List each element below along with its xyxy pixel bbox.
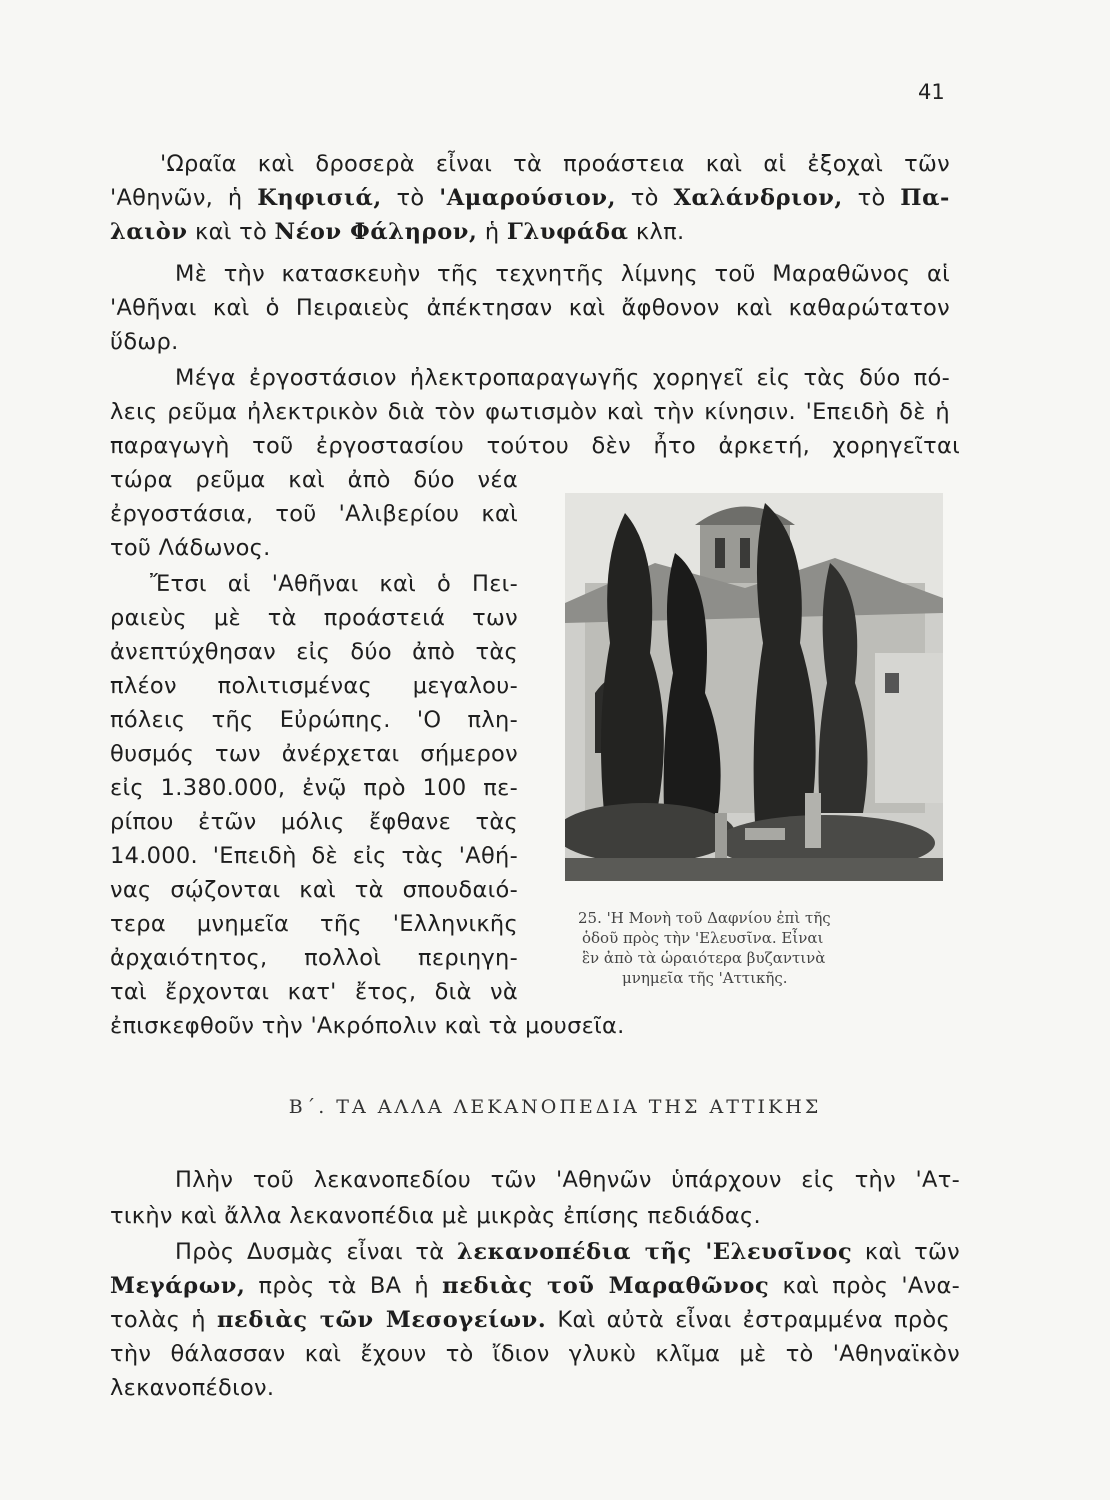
text-line: Ἔτσι αἱ 'Αθῆναι καὶ ὁ Πει- [150, 571, 518, 597]
photo-illustration [565, 493, 943, 881]
text-line: Πρὸς Δυσμὰς εἶναι τὰ λεκανοπέδια τῆς 'Ελευσῖνος καὶ τῶν [175, 1239, 960, 1265]
caption-line: μνημεῖα τῆς 'Αττικῆς. [622, 969, 788, 987]
bold-term: πεδιὰς τοῦ Μαραθῶνος [442, 1273, 770, 1299]
text-line: τοῦ Λάδωνος. [110, 535, 271, 561]
text-line: Μὲ τὴν κατασκευὴν τῆς τεχνητῆς λίμνης τοῦ Μαραθῶνος αἱ [175, 261, 950, 287]
text-line: 'Αθηνῶν, ἡ Κηφισιά, τὸ 'Αμαρούσιον, τὸ Χαλάνδριον, τὸ Πα- [110, 185, 950, 211]
figure-caption [548, 908, 956, 988]
bold-term: 'Αμαρούσιον, [439, 185, 617, 211]
caption-line: 25. 'Η Μονὴ τοῦ Δαφνίου ἐπὶ τῆς [578, 909, 831, 927]
text-line: λεις ρεῦμα ἠλεκτρικὸν διὰ τὸν φωτισμὸν καὶ τὴν κίνησιν. 'Επειδὴ δὲ ἡ [110, 399, 950, 425]
text-line: θυσμός των ἀνέρχεται σήμερον [110, 741, 518, 767]
bold-term: πεδιὰς τῶν Μεσογείων. [216, 1307, 547, 1333]
text-line: Μεγάρων, πρὸς τὰ ΒΑ ἡ πεδιὰς τοῦ Μαραθῶνος καὶ πρὸς 'Ανα- [110, 1273, 960, 1299]
text-line: εἰς 1.380.000, ἐνῷ πρὸ 100 πε- [110, 775, 518, 801]
text-line: τικὴν καὶ ἄλλα λεκανοπέδια μὲ μικρὰς ἐπίσης πεδιάδας. [110, 1203, 761, 1229]
text-line: ἐργοστάσια, τοῦ 'Αλιβερίου καὶ [110, 501, 518, 527]
text-line: λαιὸν καὶ τὸ Νέον Φάληρον, ἡ Γλυφάδα κλπ. [110, 219, 685, 245]
text-line: ταὶ ἔρχονται κατ' ἔτος, διὰ νὰ [110, 979, 518, 1005]
text-line: ἐπισκεφθοῦν τὴν 'Ακρόπολιν καὶ τὰ μουσεῖα. [110, 1013, 625, 1039]
text-line: ἀνεπτύχθησαν εἰς δύο ἀπὸ τὰς [110, 639, 518, 665]
text-line: λεκανοπέδιον. [110, 1375, 275, 1401]
caption-line: ὁδοῦ πρὸς τὴν 'Ελευσῖνα. Εἶναι [582, 929, 824, 947]
page-number: 41 [918, 80, 945, 104]
bold-term: Πα- [900, 185, 950, 211]
text-line: ἀρχαιότητος, πολλοὶ περιηγη- [110, 945, 518, 971]
text-line: Πλὴν τοῦ λεκανοπεδίου τῶν 'Αθηνῶν ὑπάρχουν εἰς τὴν 'Ατ- [175, 1167, 960, 1193]
daphni-monastery-photo [565, 493, 943, 881]
text-line: 14.000. 'Επειδὴ δὲ εἰς τὰς 'Αθή- [110, 843, 518, 869]
text-line: τώρα ρεῦμα καὶ ἀπὸ δύο νέα [110, 467, 518, 493]
bold-term: Μεγάρων, [110, 1273, 246, 1299]
bold-term: Γλυφάδα [506, 219, 629, 245]
text-line: ὕδωρ. [110, 329, 179, 355]
text-line: Μέγα ἐργοστάσιον ἠλεκτροπαραγωγῆς χορηγεῖ εἰς τὰς δύο πό- [175, 365, 950, 391]
text-line: 'Ωραῖα καὶ δροσερὰ εἶναι τὰ προάστεια καὶ αἱ ἐξοχαὶ τῶν [160, 151, 950, 177]
bold-term: λεκανοπέδια τῆς 'Ελευσῖνος [456, 1239, 853, 1265]
bold-term: Νέον Φάληρον, [274, 219, 478, 245]
caption-line: ἓν ἀπὸ τὰ ὡραιότερα βυζαντινὰ [582, 949, 826, 967]
text-line: τερα μνημεῖα τῆς 'Ελληνικῆς [110, 911, 518, 937]
text-line: πλέον πολιτισμένας μεγαλου- [110, 673, 518, 699]
text-line: παραγωγὴ τοῦ ἐργοστασίου τούτου δὲν ἦτο ἀρκετή, χορηγεῖται [110, 433, 960, 459]
text-line: πόλεις τῆς Εὐρώπης. 'Ο πλη- [110, 707, 518, 733]
text-line: νας σῴζονται καὶ τὰ σπουδαιό- [110, 877, 518, 903]
text-line: ρίπου ἐτῶν μόλις ἔφθανε τὰς [110, 809, 518, 835]
text-line: 'Αθῆναι καὶ ὁ Πειραιεὺς ἀπέκτησαν καὶ ἄφθονον καὶ καθαρώτατον [110, 295, 950, 321]
text-line: ραιεὺς μὲ τὰ προάστειά των [110, 605, 518, 631]
text-line: τὴν θάλασσαν καὶ ἔχουν τὸ ἴδιον γλυκὺ κλῖμα μὲ τὸ 'Αθηναϊκὸν [110, 1341, 960, 1367]
bold-term: Κηφισιά, [257, 185, 382, 211]
section-heading: Β΄. ΤΑ ΑΛΛΑ ΛΕΚΑΝΟΠΕΔΙΑ ΤΗΣ ΑΤΤΙΚΗΣ [288, 1096, 822, 1118]
text-line: τολὰς ἡ πεδιὰς τῶν Μεσογείων. Καὶ αὐτὰ εἶναι ἐστραμμένα πρὸς [110, 1307, 950, 1333]
bold-term: Χαλάνδριον, [673, 185, 843, 211]
bold-term: λαιὸν [110, 219, 188, 245]
